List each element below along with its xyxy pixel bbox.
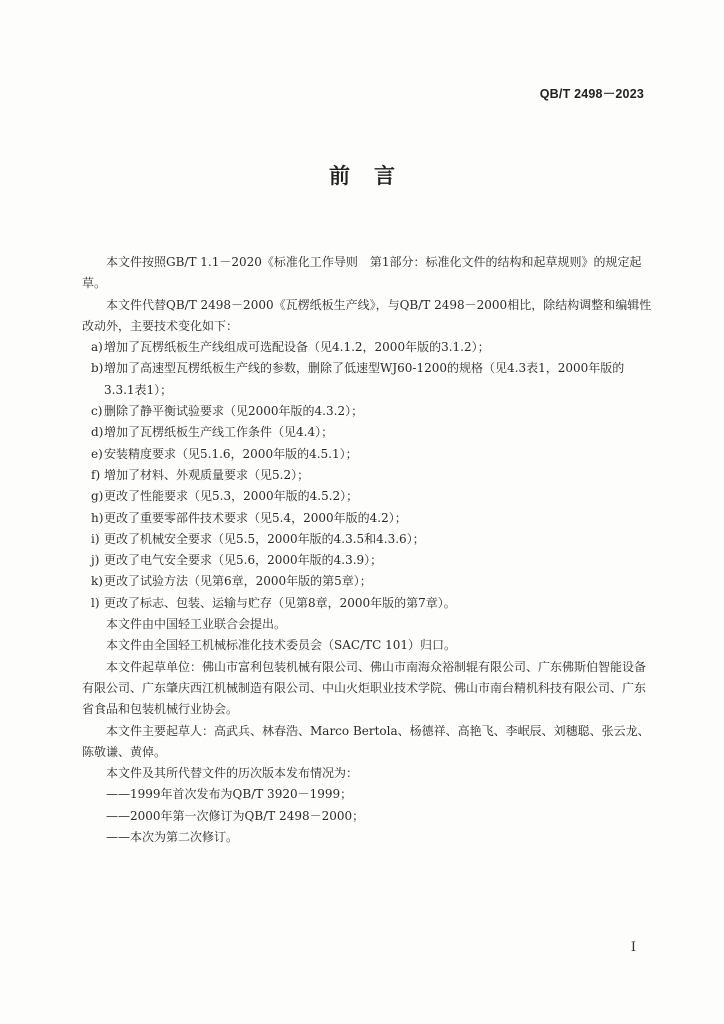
- change-item-b: [82, 358, 652, 401]
- paragraph-centralized: 本文件由全国轻工机械标准化技术委员会（SAC/TC 101）归口。: [106, 638, 457, 653]
- list-text: 更改了机械安全要求（见5.5，2000年版的4.3.5和4.3.6）；: [104, 531, 425, 546]
- list-label: f): [91, 467, 101, 482]
- list-text: 增加了高速型瓦楞纸板生产线的参数，删除了低速型WJ60-1200的规格（见4.3表1，2000年版的3.3.1表1）；: [104, 361, 625, 397]
- change-item-g: [82, 486, 652, 507]
- change-item-f: [82, 465, 652, 486]
- change-item-k: [82, 571, 652, 592]
- list-label: c): [91, 404, 103, 419]
- list-text: 增加了瓦楞纸板生产线组成可选配设备（见4.1.2，2000年版的3.1.2）；: [104, 340, 490, 355]
- change-item-e: [82, 444, 652, 465]
- change-item-h: [82, 508, 652, 529]
- history-item: ——2000年第一次修订为QB/T 2498－2000；: [106, 808, 365, 823]
- change-item-j: [82, 550, 652, 571]
- change-item-l: [82, 593, 652, 614]
- list-text: 增加了瓦楞纸板生产线工作条件（见4.4）；: [104, 425, 334, 440]
- list-text: 更改了标志、包装、运输与贮存（见第8章，2000年版的第7章）。: [104, 595, 456, 610]
- paragraph-history-intro: 本文件及其所代替文件的历次版本发布情况为：: [106, 766, 359, 781]
- history-item: ——本次为第二次修订。: [106, 830, 239, 845]
- list-label: j): [91, 553, 100, 568]
- list-text: 更改了重要零部件技术要求（见5.4，2000年版的4.2）；: [104, 510, 407, 525]
- list-label: e): [91, 446, 103, 461]
- list-label: h): [91, 510, 104, 525]
- list-label: i): [91, 531, 100, 546]
- change-item-i: [82, 529, 652, 550]
- paragraph-replacement: 本文件代替QB/T 2498－2000《瓦楞纸板生产线》，与QB/T 2498－2000相比，除结构调整和编辑性改动外，主要技术变化如下：: [82, 297, 652, 333]
- list-label: k): [91, 574, 103, 589]
- change-item-d: [82, 422, 652, 443]
- list-label: b): [91, 361, 104, 376]
- list-text: 安装精度要求（见5.1.6，2000年版的4.5.1）；: [104, 446, 358, 461]
- list-label: l): [91, 595, 100, 610]
- history-item: ——1999年首次发布为QB/T 3920－1999；: [106, 787, 353, 802]
- paragraph-drafting-units: 本文件起草单位：佛山市富利包装机械有限公司、佛山市南海众裕制辊有限公司、广东佛斯伯智能设备有限公司、广东肇庆西江机械制造有限公司、中山火炬职业技术学院、佛山市南台精机科技有限公司、广东省食品和包装机械行业协会。: [82, 659, 647, 717]
- list-text: 更改了性能要求（见5.3，2000年版的4.5.2）；: [104, 489, 359, 504]
- change-item-c: [82, 401, 652, 422]
- standard-number: QB/T 2498－2023: [539, 87, 644, 101]
- list-label: g): [91, 489, 104, 504]
- list-label: a): [91, 340, 103, 355]
- list-text: 删除了静平衡试验要求（见2000年版的4.3.2）；: [104, 404, 364, 419]
- change-item-a: [82, 337, 652, 358]
- list-text: 更改了电气安全要求（见5.6，2000年版的4.3.9）；: [104, 553, 383, 568]
- paragraph-drafting-rule: 本文件按照GB/T 1.1－2020《标准化工作导则 第1部分：标准化文件的结构和起草规则》的规定起草。: [82, 255, 642, 291]
- list-text: 增加了材料、外观质量要求（见5.2）；: [104, 467, 310, 482]
- list-label: d): [91, 425, 104, 440]
- paragraph-drafters: 本文件主要起草人：高武兵、林春浩、Marco Bertola、杨德祥、高艳飞、李岷辰、刘穗聪、张云龙、陈敬谦、黄倬。: [82, 723, 650, 759]
- page-title: 前言: [329, 163, 419, 188]
- document-body: [82, 252, 652, 848]
- list-text: 更改了试验方法（见第6章，2000年版的第5章）；: [104, 574, 372, 589]
- paragraph-proposed: 本文件由中国轻工业联合会提出。: [106, 617, 287, 632]
- page-number: I: [630, 940, 636, 955]
